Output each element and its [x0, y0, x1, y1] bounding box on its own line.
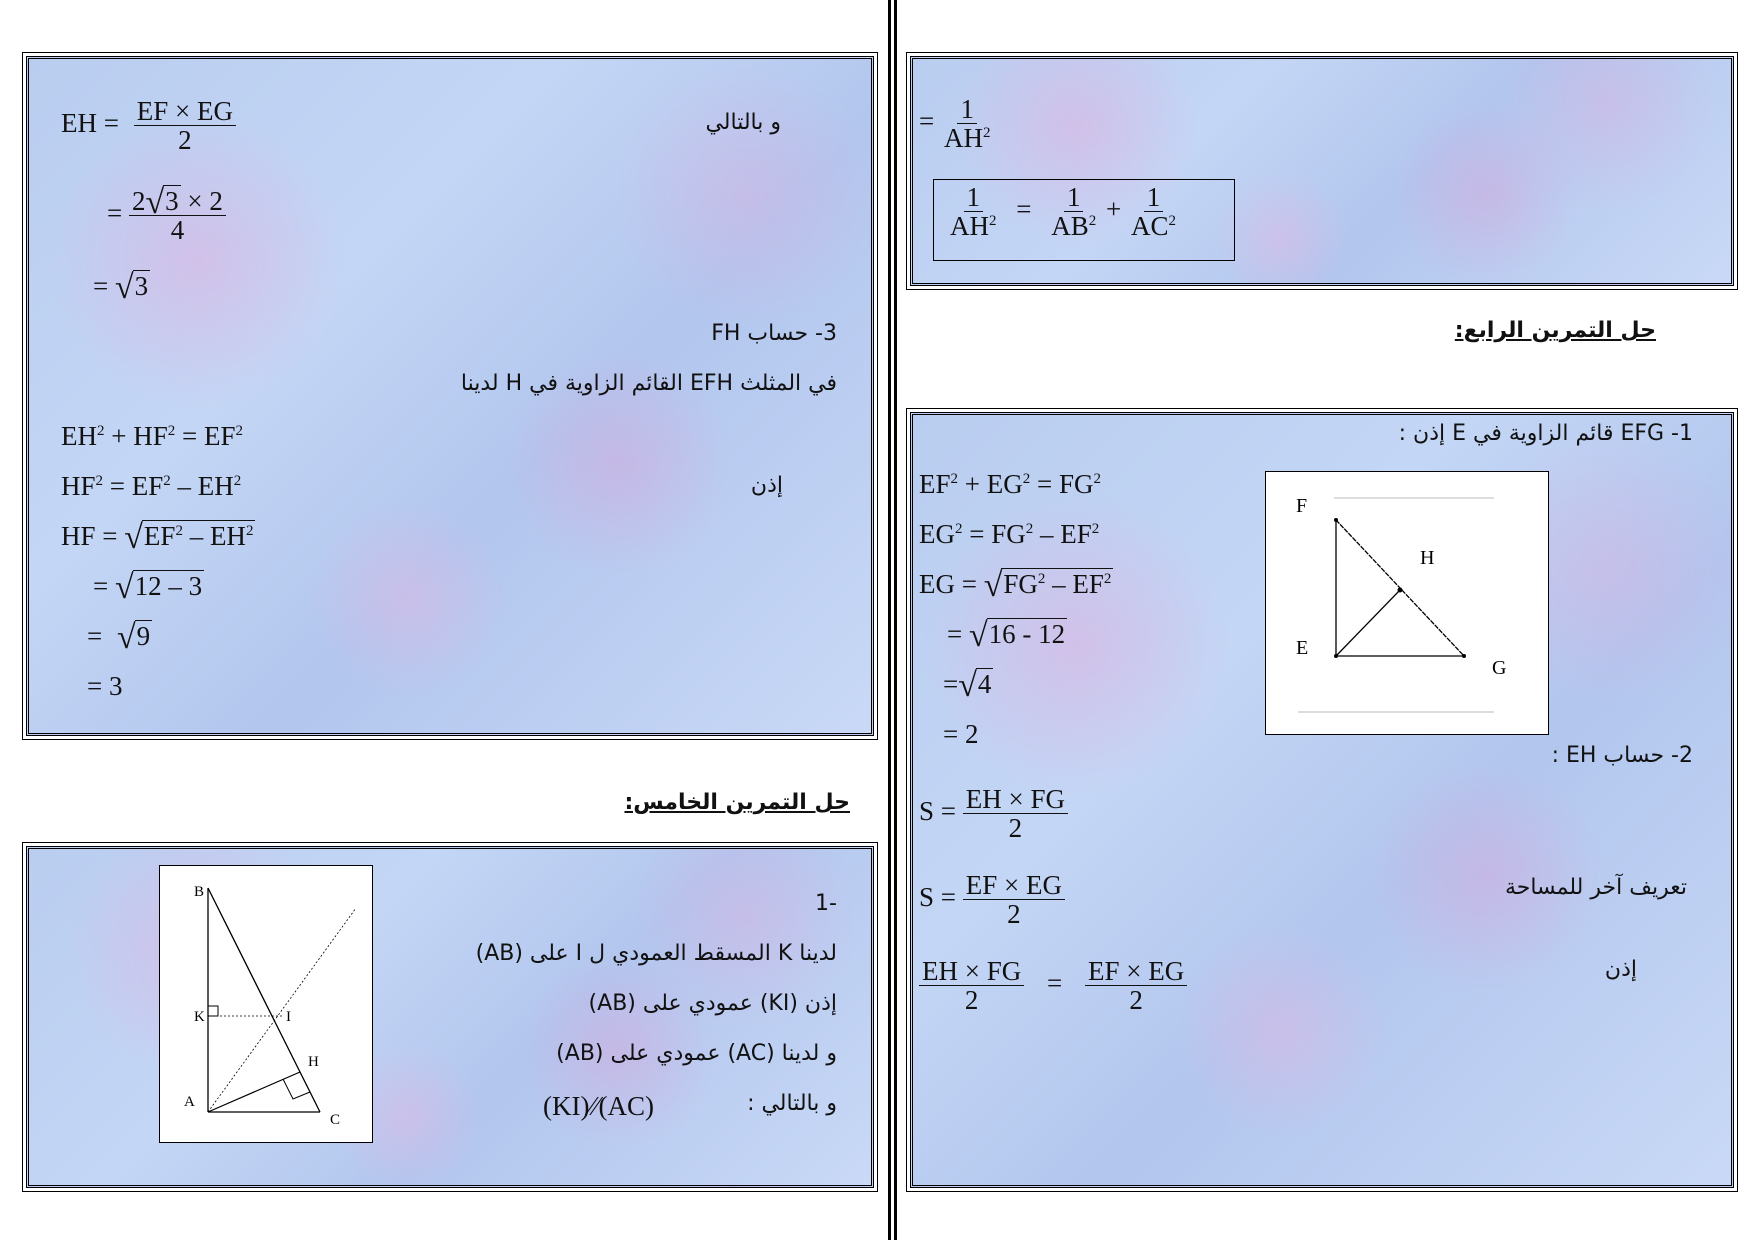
inverse-ah-formula: = $\frac{1}{AH^2}$ — [919, 94, 991, 154]
step1-label: -1 — [815, 891, 837, 916]
label-h-efg: H — [1420, 547, 1435, 569]
label-a: A — [184, 1094, 195, 1110]
area-equality: $\frac{EH \times FG}{2}$ = $\frac{EF \times EG}{2}$ — [919, 957, 1187, 1015]
page-divider — [888, 0, 891, 1240]
label-g: G — [1492, 657, 1507, 679]
triangle-abc-figure — [159, 865, 373, 1143]
pythagoras-eq2: $HF^2 = EF^2 - EH^2$ — [61, 471, 242, 501]
hence-label-right: إذن — [1604, 957, 1637, 982]
ac-perpendicular-text: و لدينا (AC) عمودي على (AB) — [556, 1041, 837, 1066]
eh-result: = √3 — [93, 269, 149, 306]
label-f: F — [1296, 495, 1308, 517]
triangle-efg-figure — [1265, 471, 1549, 735]
left-top-panel — [26, 56, 874, 736]
boxed-formula: $\frac{1}{AH^2}$ = $\frac{1}{AB^2}$ + $\frac{1}{AC^2}$ — [950, 182, 1176, 242]
exercise4-heading: حل التمرين الرابع: — [1454, 318, 1656, 343]
label-e: E — [1296, 637, 1309, 659]
area-formula-1: S = $\frac{EH \times FG}{2}$ — [919, 785, 1068, 843]
eg-squared: $EG^2 = FG^2 - EF^2$ — [919, 519, 1100, 549]
therefore-label: و بالتالي — [705, 110, 781, 135]
label-c: C — [330, 1112, 341, 1128]
hf-result: = 3 — [87, 671, 123, 701]
ki-perpendicular-text: إذن (KI) عمودي على (AB) — [588, 991, 837, 1016]
eg-result: = 2 — [943, 719, 979, 749]
triangle-efh-text: في المثلث EFH القائم الزاوية في H لدينا — [460, 371, 837, 396]
pythagoras-eq1: $EH^2 + HF^2 = EF^2$ — [61, 421, 243, 451]
eh-formula: EH = $\frac{EF \times EG}{2}$ — [61, 97, 236, 155]
fg-pythagoras: $EF^2 + EG^2 = FG^2$ — [919, 469, 1101, 499]
right-top-panel — [910, 56, 1734, 286]
right-bottom-panel — [910, 412, 1734, 1188]
area-formula-2: S = $\frac{EF \times EG}{2}$ — [919, 871, 1065, 929]
eh-step2: = $\frac{2√3 \times 2}{4}$ — [107, 187, 226, 245]
label-b: B — [194, 884, 205, 900]
eg-root: EG = $√FG^2 - EF^2$ — [919, 567, 1112, 604]
label-h: H — [308, 1054, 319, 1070]
hf-step2: = √9 — [87, 619, 151, 656]
hence-label: إذن — [750, 473, 783, 498]
triangle-abc-drawing — [160, 866, 372, 1142]
parallel-result: (KI)⁄⁄(AC) — [543, 1091, 654, 1121]
left-bottom-panel — [26, 846, 874, 1188]
projection-text: لدينا K المسقط العمودي ل I على (AB) — [475, 941, 837, 966]
exercise5-heading: حل التمرين الخامس: — [624, 790, 850, 815]
triangle-efg-drawing — [1266, 472, 1548, 734]
eg-step1: = √16 - 12 — [947, 617, 1066, 654]
step2-label: 2- حساب EH : — [1551, 743, 1693, 768]
therefore-parallel-label: و بالتالي : — [747, 1091, 837, 1116]
hf-root: HF = $√EF^2 - EH^2$ — [61, 519, 254, 556]
eg-step2: =√4 — [943, 667, 992, 704]
right-angle-text: 1- EFG قائم الزاوية في E إذن : — [1398, 421, 1693, 446]
other-definition-label: تعريف آخر للمساحة — [1504, 875, 1687, 900]
label-k: K — [194, 1009, 205, 1025]
label-i: I — [286, 1009, 291, 1025]
hf-step1: = √12 – 3 — [93, 569, 203, 606]
page-divider-second — [894, 0, 897, 1240]
step3-label: 3- حساب FH — [711, 321, 837, 346]
